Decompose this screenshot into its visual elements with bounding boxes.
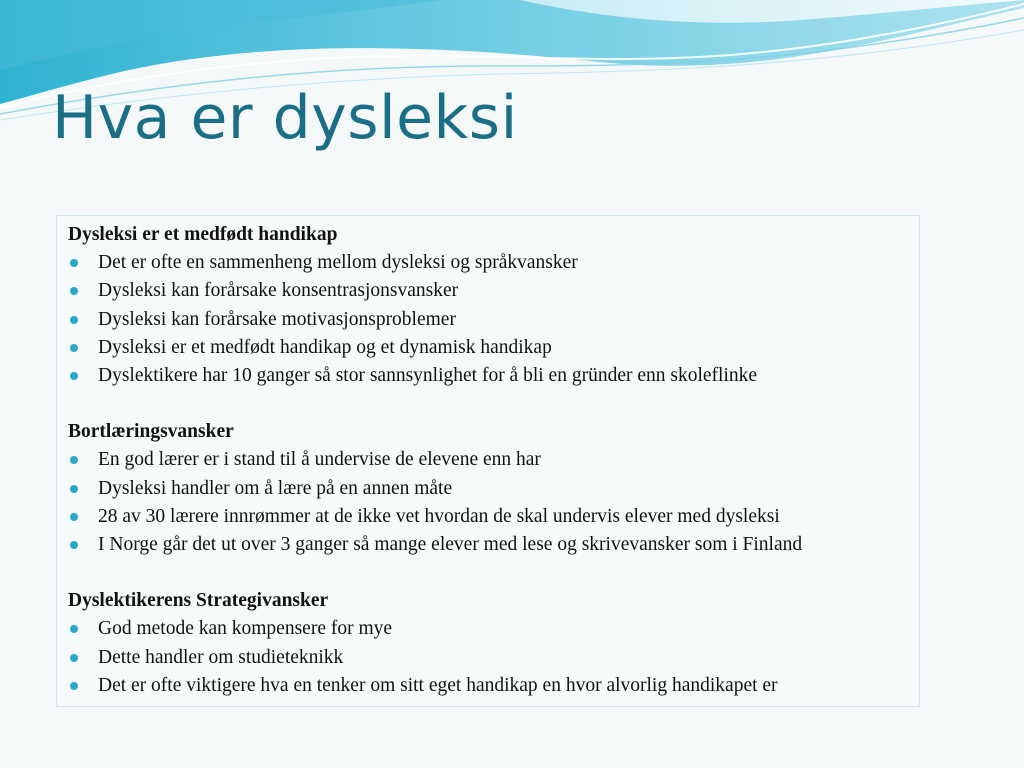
bullet-dot-icon — [70, 316, 78, 324]
bullet-list — [68, 249, 909, 390]
content-box — [56, 215, 920, 707]
section-medfodt-handikap — [68, 221, 909, 390]
bullet-list — [68, 446, 909, 559]
list-item — [68, 615, 909, 643]
list-item-text: Dyslektikere har 10 ganger så stor sannsynlighet for å bli en gründer enn skoleflinke — [98, 365, 758, 387]
bullet-dot-icon — [70, 541, 78, 549]
bullet-dot-icon — [70, 287, 78, 295]
bullet-dot-icon — [70, 372, 78, 380]
list-item — [68, 249, 909, 277]
section-heading: Bortlæringsvansker — [68, 421, 234, 443]
bullet-dot-icon — [70, 485, 78, 493]
section-heading: Dyslektikerens Strategivansker — [68, 590, 329, 612]
bullet-list — [68, 615, 909, 700]
list-item — [68, 531, 909, 559]
list-item-text: Dysleksi er et medfødt handikap og et dynamisk handikap — [98, 336, 552, 358]
list-item-text: Dysleksi handler om å lære på en annen måte — [98, 477, 453, 499]
bullet-dot-icon — [70, 344, 78, 352]
bullet-dot-icon — [70, 625, 78, 633]
list-item — [68, 362, 909, 390]
list-item-text: Dysleksi kan forårsake konsentrasjonsvansker — [98, 280, 459, 302]
list-item-text: Det er ofte viktigere hva en tenker om sitt eget handikap en hvor alvorlig handikapet er — [98, 674, 778, 696]
bullet-dot-icon — [70, 513, 78, 521]
section-bortlaeringsvansker — [68, 418, 909, 559]
bullet-dot-icon — [70, 456, 78, 464]
bullet-dot-icon — [70, 259, 78, 267]
list-item — [68, 446, 909, 474]
list-item-text: 28 av 30 lærere innrømmer at de ikke vet hvordan de skal undervis elever med dysleksi — [98, 505, 780, 527]
section-heading: Dysleksi er et medfødt handikap — [68, 224, 338, 245]
list-item — [68, 334, 909, 362]
list-item-text: Det er ofte en sammenheng mellom dysleksi og språkvansker — [98, 252, 578, 274]
bullet-dot-icon — [70, 682, 78, 690]
list-item — [68, 503, 909, 531]
bullet-dot-icon — [70, 654, 78, 662]
slide-title: Hva er dysleksi — [52, 83, 518, 153]
list-item — [68, 306, 909, 334]
list-item-text: I Norge går det ut over 3 ganger så mange elever med lese og skrivevansker som i Finland — [98, 534, 803, 556]
list-item-text: Dysleksi kan forårsake motivasjonsproblemer — [98, 308, 456, 330]
list-item-text: God metode kan kompensere for mye — [98, 618, 393, 640]
list-item — [68, 672, 909, 700]
list-item — [68, 475, 909, 503]
section-strategivansker — [68, 587, 909, 700]
list-item-text: En god lærer er i stand til å undervise de elevene enn har — [98, 449, 541, 471]
list-item — [68, 277, 909, 305]
list-item — [68, 644, 909, 672]
list-item-text: Dette handler om studieteknikk — [98, 646, 344, 668]
